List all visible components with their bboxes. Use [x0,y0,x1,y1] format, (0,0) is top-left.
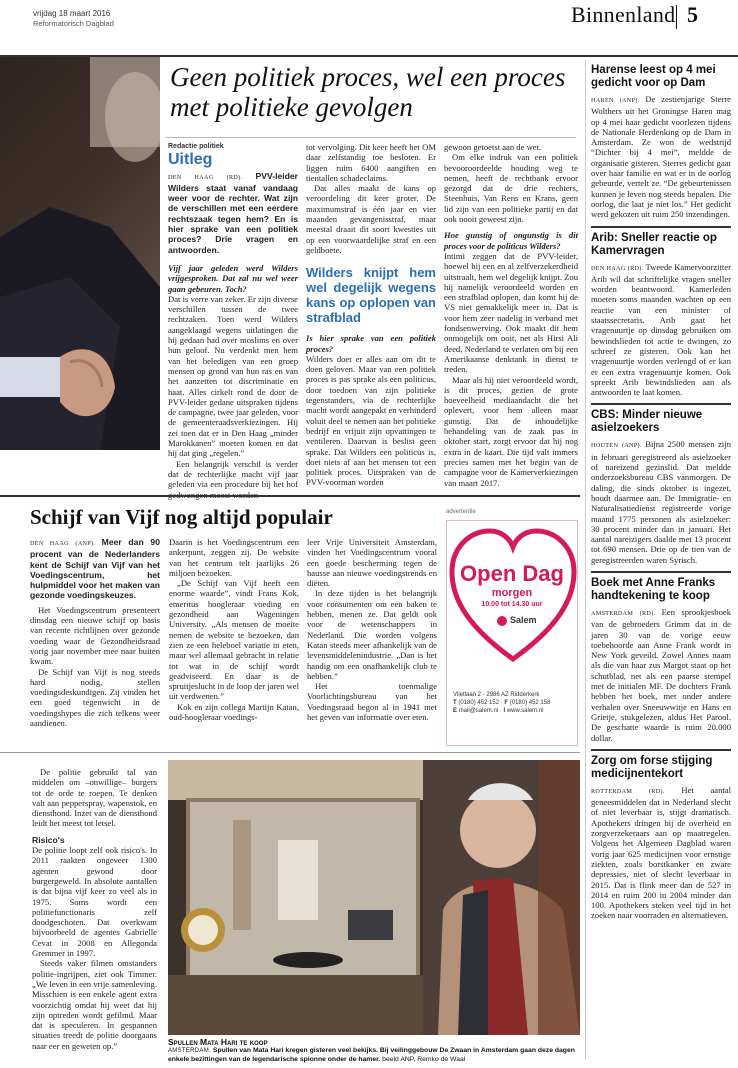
mata-hari-photo [168,760,580,1035]
paragraph: In deze tijden is het belangrijk voor consumenten om een baken te hebben, menen ze. Dat geldt ook voor de wetenschappers in Nederland. Die worden volgens Katan steeds meer afhankelijk van de levensmiddelenindustrie. „Dan is het handig om een onafhankelijk club te hebben.” [307,588,437,681]
paragraph: Om elke indruk van een politiek bevooroordeelde houding weg te nemen, heeft de rechtbank ervoor gezorgd dat de drie rechters, Steenhuis, Van Rens en Krans, geen lid zijn van een politieke partij en dat ook nooit geweest zijn. [444,152,578,225]
sidebar-item [591,64,731,220]
ad-phone: (0180) 452 152 [458,700,500,706]
sidebar-item [591,403,731,565]
pull-quote: Wilders knijpt hem wel degelijk wegens kans op oplopen van strafblad [306,265,436,326]
ad-fax-label: F [504,700,509,706]
sidebar-text: Een sprookjesboek van de gebroeders Grimm dat in de jaren 30 van de vorige eeuw toebehoorde aan Anne Frank wordt in New York geveild. Zowel Annes naam als die van haar zus Margot staat op het schutblad, net als een paarse stempel met de initialen MF. De dochters Frank hebben het boek, met onder andere verhalen over Sneeuwwitje en Hans en Grietje, stukgelezen, aldus Het Parool. De geschatte waarde is ruim 20.000 dollar. [591,606,731,743]
schijf-headline: Schijf van Vijf nog altijd populair [30,505,333,529]
paragraph: Wilders doet er alles aan om dit te doen geloven. Maar van een politiek proces is pas sprake als een politicus, door toedoen van zijn politieke tegenstanders, via de rechterlijke macht wordt aangepakt en verhinderd voluit deel te nemen aan het politieke bedrijf en vrijuit zijn opvattingen te ventileren. Daarvan is beslist geen sprake. Dat Wilders een politicus is, doet niets af aan het mensen tot een politiek proces. Uitspraken van de PVV-voorman worden [306,353,436,488]
dateline-agency: (RD). [627,264,644,272]
caption-title: Spullen Mata Hari te koop [168,1037,268,1047]
paragraph: Steeds vaker filmen omstanders politie-ingrijpen, ziet ook Timmer. „We leven in een vrije samenleving. Misschien is een enkele agent extra voorzichtig omdat hij weet dat hij zijn optreden wordt gefilmd. Maar dat is speculeren. In gespannen situaties treedt de politie doorgaans naar eer en geweten op.” [32,958,157,1051]
ad-label: advertentie [446,509,476,515]
sidebar-divider [585,60,586,1060]
sidebar-text: Bijna 2500 mensen zijn in februari geregistreerd als asielzoeker of nareizend gezinslid. Dat meldde onderzoeksbureau CBS vanmorgen. De daling, die sinds oktober is ingezet, houdt daarmee aan. De Immigratie- en Naturalisatiedienst registreerde vorige maand 1775 personen als asielzoeker: 30 procent minder dan in januari. Het aantal nareizigers daalde met 13 procent tot 690 mensen. Drie op de tien van de geregistreerden waren Syrisch. [591,439,731,565]
page-number: 5 [687,2,698,27]
sidebar-text: Het aantal geneesmiddelen dat in Nederland slecht of niet leverbaar is, stijgt dramatisch. Apothekers dringen bij de overheid en zorgverzekeraars aan op maatregelen. Volgens het Algemeen Dagblad waren vorig jaar 625 medicijnen voor ernstige ziekten, zoals borstkanker en zware depressies, niet of slecht leverbaar in 2015. Dat is flink meer dan de 527 in 2014 en ruim 200 in 2004 minder dan 100. Apothekers steken veel tijd in het zoeken naar voorraden en alternatieven. [591,784,731,921]
ad-address: Vlietlaan 2 - 2986 AZ Ridderkerk [453,692,540,698]
sidebar-item [591,226,731,398]
dateline-city: ROTTERDAM [591,787,633,795]
article-lead: PVV-leider Wilders staat vanaf vandaag weer voor de rechter. Wat zijn de verschillen met een eerdere rechtszaak tegen hem? En is hier sprake van een politiek proces? Drie vragen en antwoorden. [168,170,298,255]
paper-name: Reformatorisch Dagblad [33,19,114,28]
photo-credit: beeld ANP, Remko de Waal [382,1055,466,1063]
schijf-col1 [30,537,160,728]
main-article-col2 [306,142,436,488]
ad-subtitle: morgen [491,587,533,599]
main-headline: Geen politiek proces, wel een proces met politieke gevolgen [170,62,566,122]
paragraph: Kok en zijn collega Martijn Katan, oud-hoogleraar voedings- [169,701,299,723]
ad-email[interactable]: mail@salem.nl [458,708,499,714]
paragraph: De Schijf van Vijf is nog steeds hard nodig, stellen voedingsdeskundigen. Zij vinden het een goed tegenwicht in de voedingshypes die zich telkens weer aandienen. [30,666,160,729]
article-credit: Redactie politiek [168,143,224,150]
section-title: Binnenland [571,2,676,27]
article-kicker: Uitleg [168,151,213,169]
sidebar-headline: CBS: Minder nieuwe asielzoekers [591,409,703,435]
caption-text: Spullen van Mata Hari kregen gisteren veel bekijks. Bij veilinggebouw De Zwaan in Amsterdam gaan deze dagen enkele bezittingen van de legendarische spionne onder de hamer. [168,1047,575,1063]
dateline-agency: (ANP). [619,97,640,104]
paragraph: Het Voedingscentrum presenteert dinsdag een nieuwe schijf op basis van recente richtlijnen over gezonde voeding waar de Gezondheidsraad vorig jaar november mee naar buiten kwam. [30,604,160,667]
dateline-city: HOUTEN [591,442,619,450]
main-article-col1 [168,142,298,500]
salem-ad[interactable] [446,520,578,746]
sidebar-text: De zestienjarige Sterre Wolthers uit het Groningse Haren mag op 4 mei haar gedicht voorlezen tijdens de Nationale Herdenking op de Dam in Amsterdam. Ze won de wedstrijd “Dichter bij 4 mei”, meldde de organisatie gisteren. Sterres gedicht gaat over haar familie en wat er in de oorlog gebeurde, vertelt ze. “De gebeurtenissen kunnen je leven nog steeds bepalen. Die oorlog, die laat je niet los.” Het gedicht werd gekozen uit ruim 250 inzendingen. [591,94,731,220]
dateline-city: DEN HAAG [591,264,626,272]
dateline-agency: (ANP). [75,540,96,547]
paragraph: Daarin is het Voedingscentrum een ankerpunt, zeggen zij. De website van het centrum telt jaarlijks 26 miljoen bezoeken. [169,537,299,578]
header-divider [676,5,677,29]
paragraph: De politie loopt zelf ook risico's. In 2011 raakten ongeveer 1300 agenten gewond door burgergeweld. In absolute aantallen is dat bijna vijf keer zo veel als in 1975. Soms wordt een politiefunctionaris zelf doodgeschoten. Dat overkwam bijvoorbeeld de agentes Gabrielle Cevat in 2008 en Allegonda Gremmer in 1997. [32,845,157,959]
ad-email-label: E [453,708,458,714]
question-1: Vijf jaar geleden werd Wilders vrijgesproken. Dat zal nu wel weer gaan gebeuren. Toch? [168,262,298,294]
dateline-agency: (RD). [648,787,665,795]
salem-logo-icon [497,616,507,626]
sidebar-item [591,571,731,743]
subheading: Risico's [32,834,65,845]
paragraph: gewoon getoetst aan de wet. [444,142,542,152]
ad-web[interactable]: www.salem.nl [506,708,544,714]
dateline-agency: (RD). [226,173,243,181]
section-rule [0,495,580,497]
schijf-col2 [169,537,299,722]
news-sidebar [591,64,731,921]
question-2: Is hier sprake van een politiek proces? [306,333,436,354]
headline-rule [166,137,576,138]
paragraph: Dat alles maakt de kans op veroordeling dit keer groter. De maximumstraf is één jaar en vier maanden gevangenisstraf, maar meestal draait dit soort kwesties uit op een voorwaardelijke straf en een geldboete. [306,183,436,255]
paragraph: Dat is verre van zeker. Er zijn diverse verschillen tussen de twee rechtzaken. Toen werd Wilders aangeklaagd wegens uitlatingen die hij gedaan had over moslims en over hun geloof. Nu verdenkt men hem van het beledigen van een groep mensen op grond van hun ras en van het aanzetten tot discriminatie en haat. Alles cirkelt rond de door de PVV-leider gedane uitspraken tijdens de campagne, twee jaar geleden, voor de gemeenteraadsverkiezingen. Hij zei toen dat er in Den Haag „minder Marokkanen” moeten komen en dat hij dat ging „regelen.” [168,293,298,459]
paragraph: Intimi zeggen dat de PVV-leider, hoewel hij een en al zelfverzekerdheid uitstraalt, hem wel degelijk knijpt. Zou hij namelijk veroordeeld worden en een strafblad oplopen, dan komt hij de VS niet gemakkelijk meer in. Dat is voor hem zeer nadelig in verband met fondsenwerving. Ook maakt dit hem onmogelijk om ooit, net als Hirsi Ali deed, Nederland te verlaten om bij een Amerikaanse denktank in dienst te treden. [444,250,578,375]
paragraph: tot vervolging. Dit keer heeft het OM daar zelfstandig toe besloten. Er liggen ruim 6400 aangiften en tientallen schadeclaims. [306,142,436,183]
sidebar-text: Tweede Kamervoorzitter Arib wil dat schriftelijke vragen sneller worden beantwoord. Kamerleden moeten soms maanden wachten op een reactie van een minister of staatssecretaris. Arib gaat het vragenuurtje op dinsdag gebruiken om bewindslieden tot actie te dwingen, zo schreef ze gisteren. Ook kan het vragenuurtje worden verlengd of er kan er een extra vragenuurtje komen. Ook spreekt Arib bewindslieden aan als antwoorden te laat komen. [591,261,731,398]
ad-fax: (0180) 452 158 [509,700,551,706]
ad-brand: Salem [510,615,537,625]
sidebar-headline: Harense leest op 4 mei gedicht voor op Dam [591,64,716,89]
dateline-city: DEN HAAG [30,540,69,547]
paragraph: Maar als hij niet veroordeeld wordt, is dit proces, gezien de grote hoeveelheid mediaandacht die het oplevert, voor hem alleen maar gunstig. Dat de inhoudelijke behandeling van de zaak pas in oktober start, zorgt ervoor dat hij nog extra in de kaart. Die tijd valt immers precies samen met het begin van de campagne voor de Kamerverkiezingen van maart 2017. [444,374,578,488]
sidebar-headline: Zorg om forse stijging medicijnentekort [591,754,713,780]
paragraph: De politie gebruikt tal van middelen om –onwillige– burgers tot de orde te roepen. Te denken valt aan pepperspray, wapenstok, en diensthond. Inzet van de diensthond leidt het meest tot letsel. [32,767,157,829]
paragraph: leer Vrije Universiteit Amsterdam, vinden het Voedingscentrum vooral een goede bescherming tegen de hausse aan nieuwe voedingstrends en diëten. [307,537,437,589]
photo-caption [168,1037,580,1064]
section-rule [0,752,580,753]
question-3: Hoe gunstig of ongunstig is dit proces voor de politicus Wilders? [444,230,578,251]
paragraph: Een belangrijk verschil is verder dat de rechterlijke macht vijf jaar geleden via een procedure bij het hof [168,458,298,490]
paragraph: „De Schijf van Vijf heeft een enorme waarde”, vindt Frans Kok, emeritus hoogleraar voeding en gezondheid aan Wageningen University. „Als mensen de moeite nemen de website te bezoeken, dan zien ze een heleboel variatie in eten, maar wel allemaal gebracht in relatie tot wat in de schijf wordt geadviseerd. En daar is de spruitjeslucht in de loop der jaren wel uit verdwenen.” [169,578,299,702]
main-article-col3 [444,142,578,488]
dateline-agency: (ANP). [621,442,642,450]
ad-web-label: I [503,708,506,714]
sidebar-headline: Boek met Anne Franks handtekening te koop [591,576,716,602]
issue-date: vrijdag 18 maart 2016 [33,9,111,18]
ad-title: Open Dag [460,561,564,586]
dateline-city: AMSTERDAM [591,609,634,617]
police-article [32,767,157,1051]
ad-time: 10.00 tot 14.30 uur [481,601,543,608]
paragraph: Het toenmalige Voorlichtingsbureau van het Voedingsraad begon al in 1941 met het geven van informatie over eten. [307,681,437,723]
wilders-photo [0,57,160,450]
sidebar-headline: Arib: Sneller reactie op Kamervragen [591,231,717,257]
caption-city: AMSTERDAM. [168,1048,212,1054]
dateline-city: HAREN [591,97,614,104]
sidebar-item [591,749,731,921]
ad-phone-label: T [453,700,457,706]
schijf-lead: Meer dan 90 procent van de Nederlanders kent de Schijf van Vijf van het Voedingscentrum, het hulpmiddel voor het maken van gezonde voedingskeuzes. [30,537,160,601]
schijf-col3 [307,537,437,722]
ad-contact: Vlietlaan 2 - 2986 AZ Ridderkerk T (0180) 452 152 · F (0180) 452 158 E mail@salem.nl · I www.salem.nl [453,691,575,715]
dateline-city: DEN HAAG [168,173,214,181]
dateline-agency: (RD). [639,609,656,617]
